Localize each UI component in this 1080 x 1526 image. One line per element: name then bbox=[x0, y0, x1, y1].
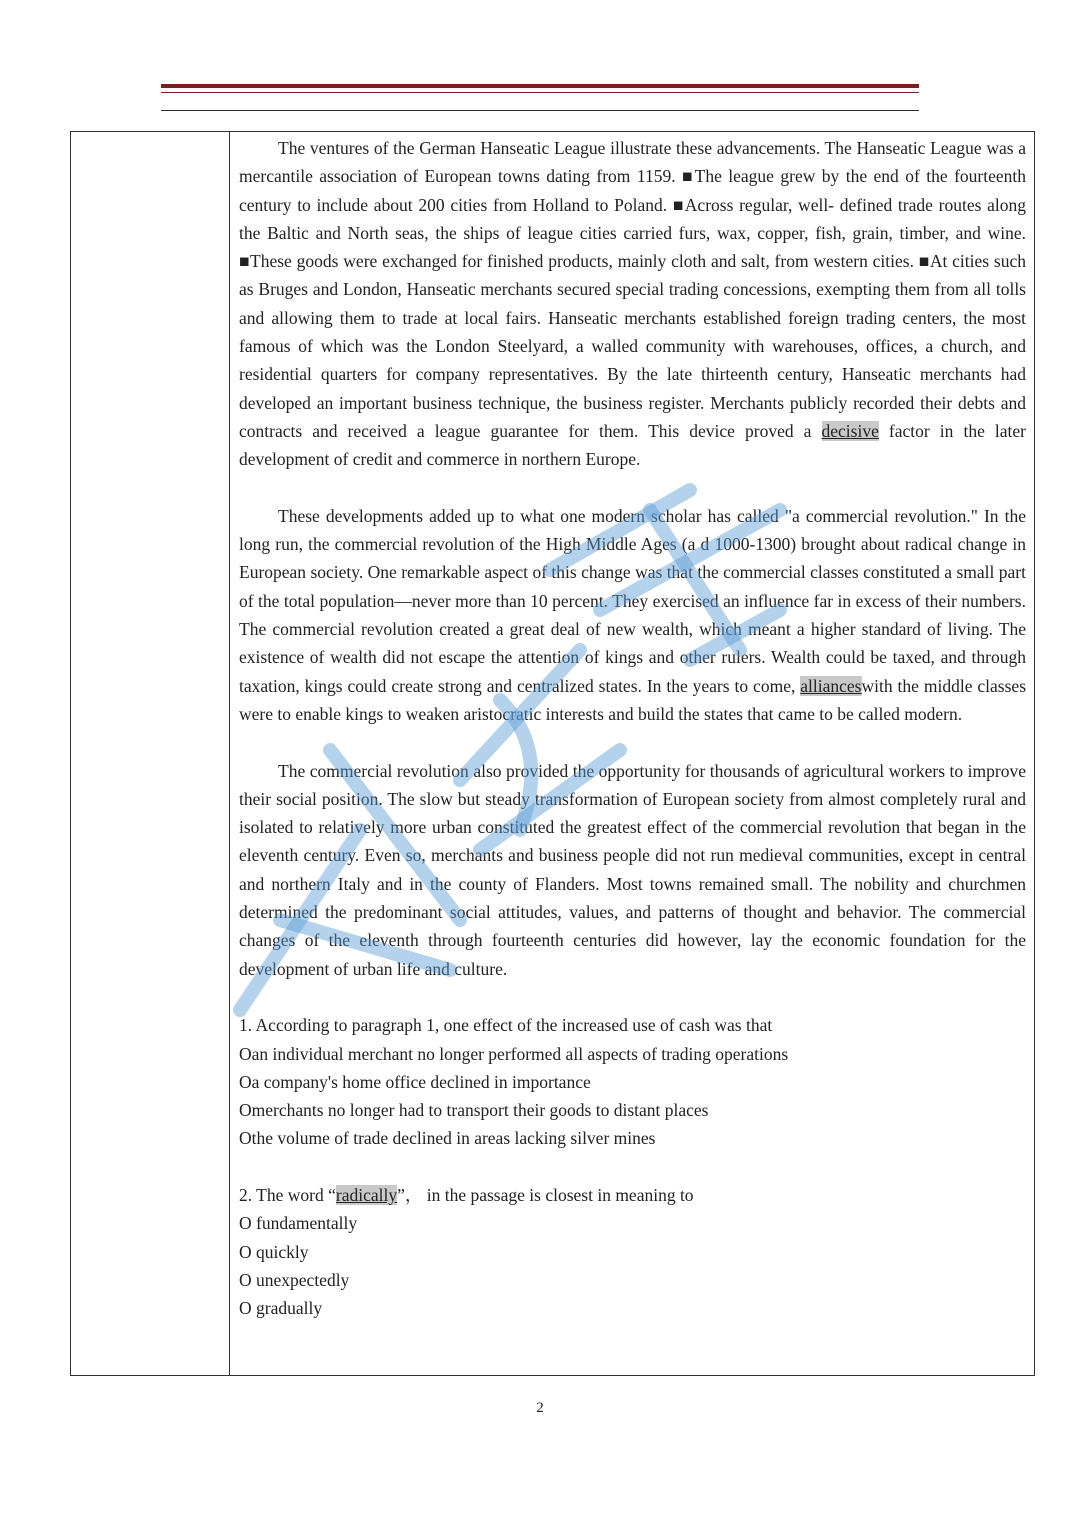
highlighted-word-radically: radically bbox=[335, 1184, 398, 1205]
question-1-option[interactable]: Othe volume of trade declined in areas lacking silver mines bbox=[239, 1128, 656, 1149]
question-2-prompt-end: ”， in the passage is closest in meaning to bbox=[397, 1184, 694, 1205]
paragraph-2-text: These developments added up to what one modern scholar has called "a commercial revolution." In the long run, the commercial revolution of the High Middle Ages (a d 1000-1300) brought about radical change in European society. One remarkable aspect of this change was that the commercial classes constituted a small part of the total population—never more than 10 percent. They exercised an influence far in excess of their numbers. The commercial revolution created a great deal of new wealth, which meant a higher standard of living. The existence of wealth did not escape the attention of kings and other rulers. Wealth could be taxed, and through taxation, kings could create strong and centralized states. In the years to come, bbox=[239, 505, 1026, 696]
highlighted-word-alliances: alliances bbox=[800, 675, 862, 696]
header-rule-thin bbox=[161, 92, 919, 93]
question-1 bbox=[239, 1011, 1026, 1152]
question-2-prompt-start: 2. The word “ bbox=[239, 1184, 336, 1205]
question-2-option[interactable]: O gradually bbox=[239, 1298, 323, 1319]
paragraph-1-text: The ventures of the German Hanseatic League illustrate these advancements. The Hanseatic League was a mercantile association of European towns dating from 1159. ■The league grew by the end of the fourteenth century to include about 200 cities from Holland to Poland. ■Across regular, well- defined trade routes along the Baltic and North seas, the ships of league cities carried furs, wax, copper, fish, grain, timber, and wine. ■These goods were exchanged for finished products, mainly cloth and salt, from western cities. ■At cities such as Bruges and London, Hanseatic merchants secured special trading concessions, exempting them from all tolls and allowing them to trade at local fairs. Hanseatic merchants established foreign trading centers, the most famous of which was the London Steelyard, a walled community with warehouses, offices, a church, and residential quarters for company representatives. By the late thirteenth century, Hanseatic merchants had developed an important business technique, the business register. Merchants publicly recorded their debts and contracts and received a league guarantee for them. This device proved a bbox=[239, 138, 1026, 441]
question-2-prompt bbox=[239, 1181, 1026, 1209]
paragraph-2 bbox=[239, 502, 1026, 728]
paragraph-1-text-end: factor in the later development of credit and commerce in northern Europe. bbox=[239, 420, 1026, 470]
question-2-option[interactable]: O fundamentally bbox=[239, 1213, 358, 1234]
table-left-column bbox=[71, 132, 230, 1375]
question-1-prompt: 1. According to paragraph 1, one effect of the increased use of cash was that bbox=[239, 1015, 773, 1036]
question-1-option[interactable]: Omerchants no longer had to transport their goods to distant places bbox=[239, 1100, 709, 1121]
table-right-column bbox=[239, 134, 1026, 1322]
question-1-option[interactable]: Oa company's home office declined in importance bbox=[239, 1071, 591, 1092]
paragraph-1 bbox=[239, 134, 1026, 474]
header-rule-bottom bbox=[161, 110, 919, 111]
question-2 bbox=[239, 1181, 1026, 1322]
question-1-option[interactable]: Oan individual merchant no longer performed all aspects of trading operations bbox=[239, 1043, 789, 1064]
paragraph-2-text-end: with the middle classes were to enable kings to weaken aristocratic interests and build the states that came to be called modern. bbox=[239, 675, 1026, 724]
content-table bbox=[70, 131, 1035, 1376]
question-2-option[interactable]: O quickly bbox=[239, 1241, 309, 1262]
page-number: 2 bbox=[536, 1400, 544, 1416]
highlighted-word-decisive: decisive bbox=[821, 420, 879, 441]
paragraph-3: The commercial revolution also provided the opportunity for thousands of agricultural workers to improve their social position. The slow but steady transformation of European society from almost completely rural and isolated to relatively more urban constituted the greatest effect of the commercial revolution that began in the eleventh century. Even so, merchants and business people did not run medieval communities, except in central and northern Italy and in the county of Flanders. Most towns remained small. The nobility and churchmen determined the predominant social attitudes, values, and patterns of thought and behavior. The commercial changes of the eleventh through fourteenth centuries did however, lay the economic foundation for the development of urban life and culture. bbox=[239, 760, 1026, 979]
header-rule-thick bbox=[161, 84, 919, 88]
question-2-option[interactable]: O unexpectedly bbox=[239, 1269, 350, 1290]
